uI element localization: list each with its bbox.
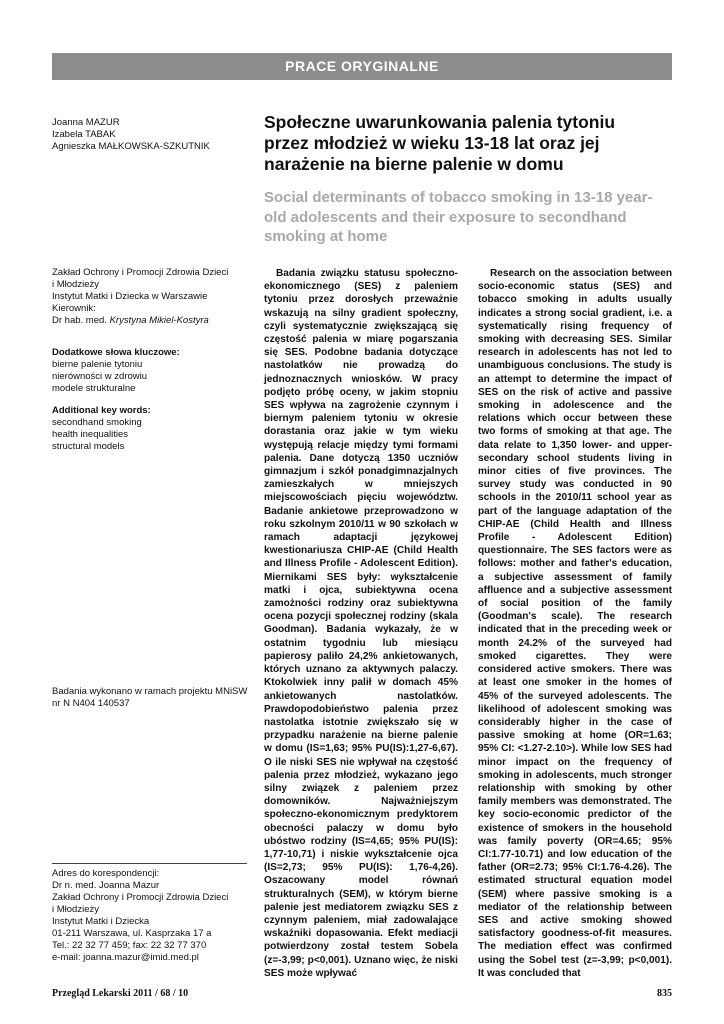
project-note [52, 686, 248, 710]
keyword: nierówności w zdrowiu [52, 371, 148, 382]
head-title: Dr hab. med. [52, 315, 110, 326]
head-name: Krystyna Mikiel-Kostyra [109, 315, 209, 326]
project-line: Badania wykonano w ramach projektu MNiSW [52, 686, 248, 697]
affiliation-line: Instytut Matki i Dziecka w Warszawie [52, 291, 208, 302]
article-title: Społeczne uwarunkowania palenia tytoniu przez młodzież w wieku 13-18 lat oraz jej narażenie na bierne palenie w domu [264, 112, 616, 174]
project-line: nr N N404 140537 [52, 698, 130, 709]
correspondence-line: Tel.: 22 32 77 459; fax: 22 32 77 370 [52, 940, 207, 951]
keyword: bierne palenie tytoniu [52, 359, 143, 370]
keyword: secondhand smoking [52, 417, 142, 428]
keywords-pl [52, 347, 248, 395]
page-number: 835 [657, 988, 672, 999]
correspondence-line: Instytut Matki i Dziecka [52, 916, 150, 927]
author-name: Izabela TABAK [52, 129, 116, 140]
abstract-english [478, 267, 672, 980]
journal-citation: Przegląd Lekarski 2011 / 68 / 10 [52, 988, 189, 999]
abstract-pl-text: Badania związku statusu społeczno-ekonomicznego (SES) z paleniem tytoniu przez dorosłych przeważnie wskazują na silny gradient społeczny, czyli systematycznie zwiększającą się częstość palenia w miarę pogarszania się SES. Podobne badania dotyczące nastolatków nie prowadzą do jednoznacznych wniosków. W pracy podjęto próbę oceny, w jakim stopniu SES wpływa na zagrożenie czynnym i biernym paleniem tytoniu w okresie dorastania oraz jakie w tym wieku występują relacje między tymi formami palenia. Dane dotyczą 1350 uczniów gimnazjum i szkół ponadgimnazjalnych zamieszkałych w mniejszych miejscowościach pięciu województw. Badanie ankietowe przeprowadzono w roku szkolnym 2010/11 w 90 szkołach w ramach adaptacji językowej kwestionariusza CHIP-AE (Child Health and Illness Profile - Adolescent Edition). Miernikami SES były: wykształcenie matki i ojca, subiektywna ocena zamożności rodziny oraz subiektywna ocena pozycji społecznej rodziny (skala Goodman). Badania wykazały, że w ostatnim tygodniu lub miesiącu papierosy paliło 24,2% ankietowanych, których uznano za aktywnych palaczy. Ktokolwiek inny palił w domach 45% ankietowanych nastolatków. Prawdopodobieństwo palenia przez nastolatka istotnie zwiększało się w przypadku narażenie na bierne palenie w domu (IS=1,63; 95% PU(IS):1,27-6,67). O ile niski SES nie wpływał na częstość palenia przez młodzież, wykazano jego silny związek z paleniem przez domowników. Najważniejszym społeczno-ekonomicznym predyktorem obecności palaczy w domu było ubóstwo rodziny (IS=4,65; 95% PU(IS): 1,77-10,71) i niskie wykształcenie ojca (IS=2,73; 95% PU(IS): 1,76-4,26). Oszacowany model równań strukturalnych (SEM), w którym bierne palenie jest mediatorem związku SES z czynnym paleniem, miał zadowalające wskaźniki dopasowania. Efekt mediacji potwierdzony został testem Sobela (z=-3,99; p<0,001). Uznano więc, że niski SES może wpływać [264, 268, 458, 979]
abstract-polish [264, 267, 458, 980]
keywords-pl-heading: Dodatkowe słowa kluczowe: [52, 347, 180, 358]
correspondence-email: e-mail: joanna.mazur@imid.med.pl [52, 952, 199, 963]
correspondence-line: Dr n. med. Joanna Mazur [52, 880, 160, 891]
keyword: modele strukturalne [52, 383, 136, 394]
affiliation-line: Kierownik: [52, 303, 96, 314]
affiliation-line: i Młodzieży [52, 279, 99, 290]
affiliation-head [52, 315, 248, 327]
affiliation-line: Zakład Ochrony i Promocji Zdrowia Dzieci [52, 267, 229, 278]
divider [52, 863, 247, 864]
keyword: structural models [52, 441, 125, 452]
author-list [52, 117, 252, 153]
correspondence-line: Zakład Ochrony i Promocji Zdrowia Dzieci [52, 892, 229, 903]
correspondence-line: 01-211 Warszawa, ul. Kasprzaka 17 a [52, 928, 212, 939]
article-subtitle: Social determinants of tobacco smoking in 13-18 year-old adolescents and their exposure to secondhand smoking at home [264, 189, 653, 245]
correspondence [52, 868, 248, 964]
section-banner: PRACE ORYGINALNE [52, 53, 672, 80]
abstract-en-text: Research on the association between socio-economic status (SES) and tobacco smoking in adults usually indicates a strong social gradient, i.e. a systematically rising frequency of smoking with decreasing SES. Similar research in adolescents has not led to unambiguous conclusions. The study is an attempt to determine the impact of SES on the risk of active and passive smoking in adolescence and the relations which occur between these two forms of smoking at that age. The data relate to 1,350 lower- and upper-secondary school students living in minor cities of five provinces. The survey study was conducted in 90 schools in the 2010/11 school year as part of the language adaptation of the CHIP-AE (Child Health and Illness Profile - Adolescent Edition) questionnaire. The SES factors were as follows: mother and father's education, a subjective assessment of family affluence and a subjective assessment of social position of the family (Goodman's scale). The research indicated that in the preceding week or month 24.2% of the surveyed had smoked cigarettes. They were considered active smokers. There was at least one smoker in the homes of 45% of the surveyed adolescents. The likelihood of adolescent smoking was considerably higher in the case of passive smoking at home (OR=1.63; 95% CI: <1.27-2.10>). While low SES had minor impact on the frequency of smoking in adolescents, much stronger relationship with smoking by other family members was demonstrated. The key socio-economic predictor of the existence of smokers in the household was family poverty (OR=4.65; 95% CI:1.77-10.71) and low education of the father (OR=2.73; 95% CI:1.76-4.26). The estimated structural equation model (SEM) where passive smoking is a mediator of the relationship between SES and active smoking showed satisfactory goodness-of-fit measures. The mediation effect was confirmed using the Sobel test (z=-3,99; p<0,001). It was concluded that [478, 268, 672, 979]
keyword: health inequalities [52, 429, 129, 440]
correspondence-line: Adres do korespondencji: [52, 868, 160, 879]
affiliation [52, 267, 248, 327]
author-name: Agnieszka MAŁKOWSKA-SZKUTNIK [52, 141, 210, 152]
keywords-en [52, 405, 248, 453]
author-name: Joanna MAZUR [52, 117, 120, 128]
keywords-en-heading: Additional key words: [52, 405, 151, 416]
correspondence-line: i Młodzieży [52, 904, 99, 915]
